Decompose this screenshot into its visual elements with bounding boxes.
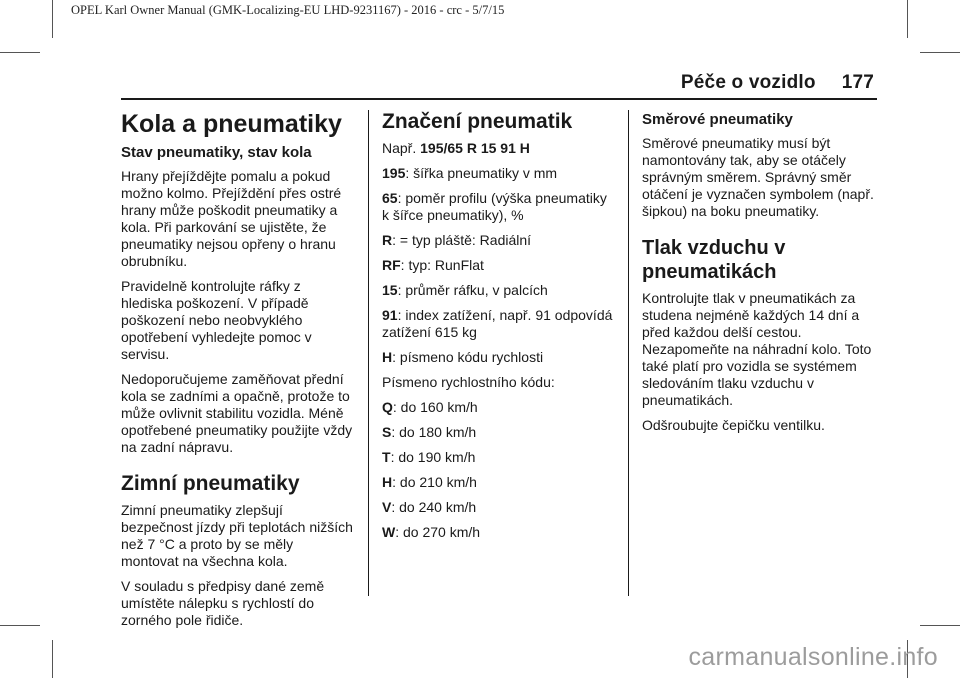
item-key: 195: [382, 165, 406, 181]
item-key: W: [382, 524, 396, 540]
paragraph: Písmeno rychlostního kódu:: [382, 374, 555, 390]
page-header: [681, 72, 874, 94]
header-rule: [121, 98, 877, 100]
item-key: H: [382, 349, 393, 365]
list-item: [382, 474, 614, 491]
item-text: : do 160 km/h: [392, 399, 478, 415]
crop-mark: [52, 640, 53, 678]
section-heading: Značení pneumatik: [382, 110, 573, 133]
section-heading: Tlak vzduchu v pneumatikách: [642, 237, 786, 283]
item-text: : index zatížení, např. 91 odpovídá zatížení 615 kg: [382, 307, 613, 340]
section-heading: Zimní pneumatiky: [121, 472, 300, 495]
paragraph: Kontrolujte tlak v pneumatikách za studena nejméně každých 14 dní a před každou delší cestou. Nezapomeňte na náhradní kolo. Toto také platí pro vozidla se systémem sledováním tlaku vzduchu v pneumatikách.: [642, 290, 872, 408]
item-text: : šířka pneumatiky v mm: [405, 165, 558, 181]
paragraph: Hrany přejíždějte pomalu a pokud možno kolmo. Přejíždění přes ostré hrany může poškodit pneumatiky a kola. Při parkování se ujistěte, že pneumatiky nejsou opřeny o hranu obrubníku.: [121, 168, 342, 269]
column-1: [121, 110, 353, 637]
item-key: H: [382, 474, 393, 490]
column-divider: [628, 110, 629, 596]
crop-mark: [920, 625, 960, 626]
item-text: : do 240 km/h: [391, 499, 477, 515]
list-item: [382, 399, 614, 416]
column-2: [382, 110, 614, 549]
subheading: Směrové pneumatiky: [642, 111, 793, 128]
page-number: 177: [841, 72, 874, 93]
paragraph: V souladu s předpisy dané země umístěte nálepku s rychlostí do zorného pole řidiče.: [121, 578, 325, 628]
item-key: RF: [382, 257, 401, 273]
crop-mark: [907, 0, 908, 38]
item-key: 91: [382, 307, 398, 323]
tire-code-list: [382, 165, 614, 366]
subheading: Stav pneumatiky, stav kola: [121, 144, 312, 161]
list-item: [382, 165, 614, 182]
list-item: [382, 282, 614, 299]
item-text: : = typ pláště: Radiální: [392, 232, 532, 248]
paragraph: Zimní pneumatiky zlepšují bezpečnost jízdy při teplotách nižších než 7 °C a proto by se měly montovat na všechna kola.: [121, 502, 353, 569]
item-text: : do 270 km/h: [395, 524, 481, 540]
column-3: [642, 110, 874, 442]
item-key: R: [382, 232, 393, 248]
list-item: [382, 524, 614, 541]
paragraph: Směrové pneumatiky musí být namontovány tak, aby se otáčely správným směrem. Správný směr otáčení je vyznačen symbolem (např. šipkou) na boku pneumatiky.: [642, 135, 874, 219]
paragraph: Nedoporučujeme zaměňovat přední kola se zadními a opačně, protože to může ovlivnit stabilitu vozidla. Méně opotřebené pneumatiky použijte vždy na zadní nápravu.: [121, 371, 353, 455]
section-heading: Kola a pneumatiky: [121, 110, 342, 138]
document-header: OPEL Karl Owner Manual (GMK-Localizing-EU LHD-9231167) - 2016 - crc - 5/7/15: [71, 3, 505, 17]
item-key: 15: [382, 282, 398, 298]
watermark-url: carmanualsonline.info: [688, 643, 938, 671]
example-prefix: Např.: [382, 140, 421, 156]
tire-code-example: [382, 140, 614, 157]
list-item: [382, 499, 614, 516]
list-item: [382, 307, 614, 341]
item-text: : průměr ráfku, v palcích: [397, 282, 548, 298]
crop-mark: [920, 52, 960, 53]
list-item: [382, 232, 614, 249]
paragraph: Pravidelně kontrolujte ráfky z hlediska poškození. V případě poškození nebo neobvyklého opotřebení vyhledejte pomoc v servisu.: [121, 278, 312, 362]
item-key: V: [382, 499, 392, 515]
crop-mark: [0, 52, 40, 53]
item-text: : poměr profilu (výška pneumatiky k šířce pneumatiky), %: [382, 190, 607, 223]
item-key: T: [382, 449, 391, 465]
item-text: : do 210 km/h: [392, 474, 477, 490]
list-item: [382, 424, 614, 441]
item-text: : typ: RunFlat: [400, 257, 484, 273]
item-key: S: [382, 424, 392, 440]
crop-mark: [52, 0, 53, 38]
item-key: Q: [382, 399, 393, 415]
section-title: Péče o vozidlo: [680, 72, 816, 93]
column-divider: [368, 110, 369, 596]
item-text: : písmeno kódu rychlosti: [392, 349, 544, 365]
crop-mark: [0, 625, 40, 626]
list-item: [382, 190, 614, 224]
item-key: 65: [382, 190, 398, 206]
item-text: : do 180 km/h: [391, 424, 477, 440]
example-code: 195/65 R 15 91 H: [420, 140, 530, 156]
item-text: : do 190 km/h: [390, 449, 476, 465]
list-item: [382, 349, 614, 366]
list-item: [382, 449, 614, 466]
list-item: [382, 257, 614, 274]
paragraph: Odšroubujte čepičku ventilku.: [642, 417, 825, 433]
speed-code-list: [382, 399, 614, 541]
